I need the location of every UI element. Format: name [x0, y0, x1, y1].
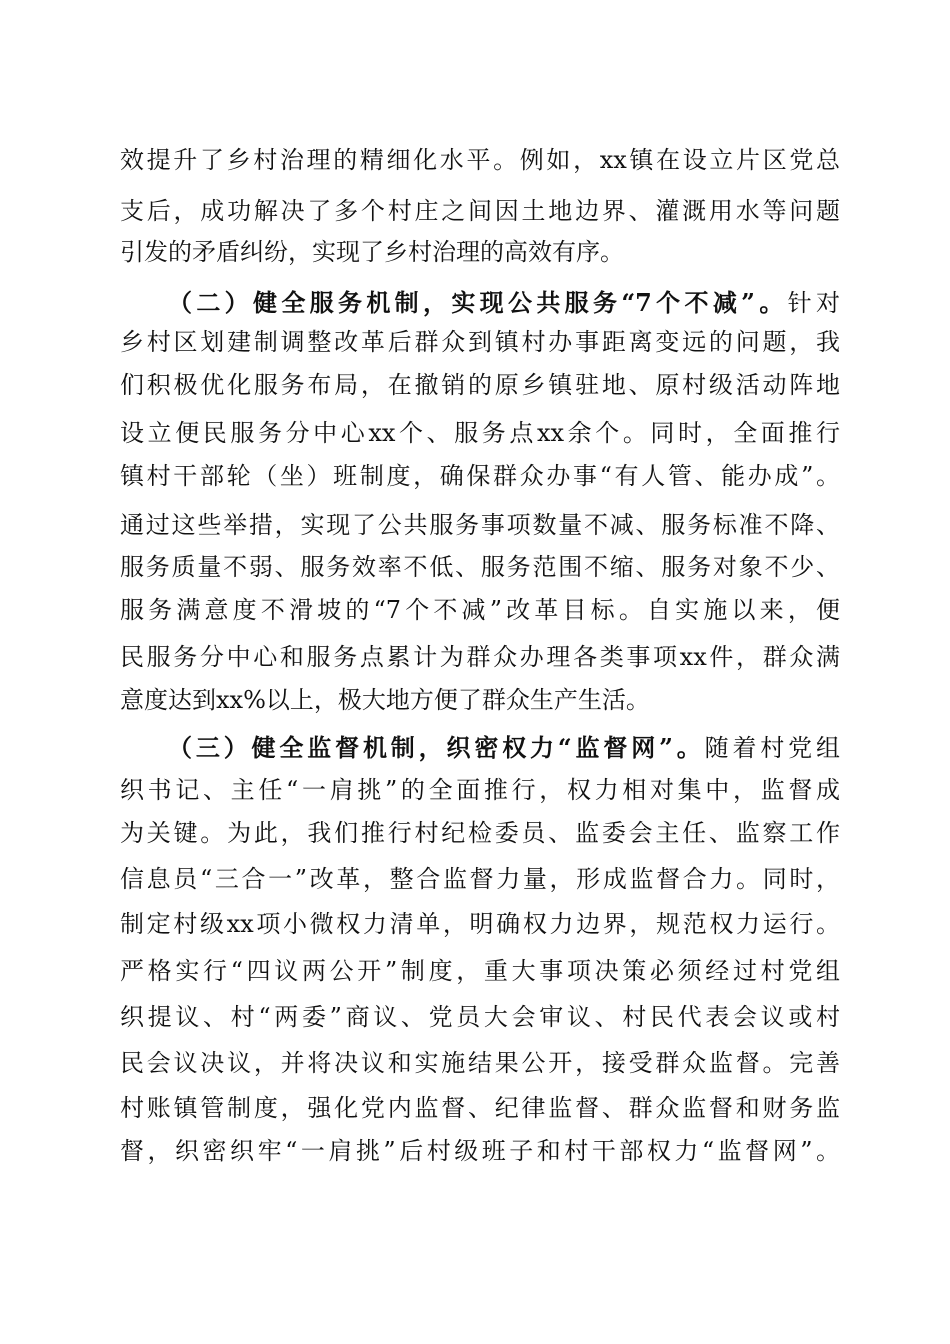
paragraph-line: 严格实行“四议两公开”制度，重大事项决策必须经过村党组	[120, 957, 840, 985]
paragraph-line: 织书记、主任“一肩挑”的全面推行，权力相对集中，监督成	[120, 776, 840, 804]
paragraph-line: 民服务分中心和服务点累计为群众办理各类事项xx件，群众满	[120, 643, 840, 671]
paragraph-line: 服务满意度不滑坡的“7个不减”改革目标。自实施以来，便	[120, 596, 840, 624]
section-heading: （二）健全服务机制，实现公共服务“7个不减”。	[168, 288, 788, 317]
paragraph-line: 效提升了乡村治理的精细化水平。例如，xx镇在设立片区党总	[120, 146, 840, 174]
paragraph-line: 引发的矛盾纠纷，实现了乡村治理的高效有序。	[120, 238, 624, 266]
paragraph-line: 织提议、村“两委”商议、党员大会审议、村民代表会议或村	[120, 1003, 840, 1031]
paragraph-line: 设立便民服务分中心xx个、服务点xx余个。同时，全面推行	[120, 419, 840, 447]
paragraph-line: 为关键。为此，我们推行村纪检委员、监委会主任、监察工作	[120, 819, 840, 847]
paragraph-first-line	[168, 283, 840, 323]
paragraph-line: 民会议决议，并将决议和实施结果公开，接受群众监督。完善	[120, 1049, 840, 1077]
paragraph-line: 村账镇管制度，强化党内监督、纪律监督、群众监督和财务监	[120, 1094, 840, 1122]
paragraph-line: 督，织密织牢“一肩挑”后村级班子和村干部权力“监督网”。	[120, 1137, 840, 1165]
paragraph-text: 针对	[787, 289, 841, 317]
paragraph-line: 们积极优化服务布局，在撤销的原乡镇驻地、原村级活动阵地	[120, 371, 840, 399]
paragraph-line: 信息员“三合一”改革，整合监督力量，形成监督合力。同时，	[120, 865, 840, 893]
paragraph-first-line	[168, 728, 840, 768]
paragraph-text: 随着村党组	[704, 734, 841, 762]
paragraph-line: 制定村级xx项小微权力清单，明确权力边界，规范权力运行。	[120, 910, 840, 938]
section-heading: （三）健全监督机制，织密权力“监督网”。	[168, 733, 705, 762]
paragraph-line: 通过这些举措，实现了公共服务事项数量不减、服务标准不降、	[120, 511, 840, 539]
paragraph-line: 服务质量不弱、服务效率不低、服务范围不缩、服务对象不少、	[120, 553, 840, 581]
paragraph-line: 乡村区划建制调整改革后群众到镇村办事距离变远的问题，我	[120, 328, 840, 356]
paragraph-line: 支后，成功解决了多个村庄之间因土地边界、灌溉用水等问题	[120, 197, 840, 225]
paragraph-line: 镇村干部轮（坐）班制度，确保群众办事“有人管、能办成”。	[120, 462, 840, 490]
paragraph-line: 意度达到xx%以上，极大地方便了群众生产生活。	[120, 686, 650, 714]
